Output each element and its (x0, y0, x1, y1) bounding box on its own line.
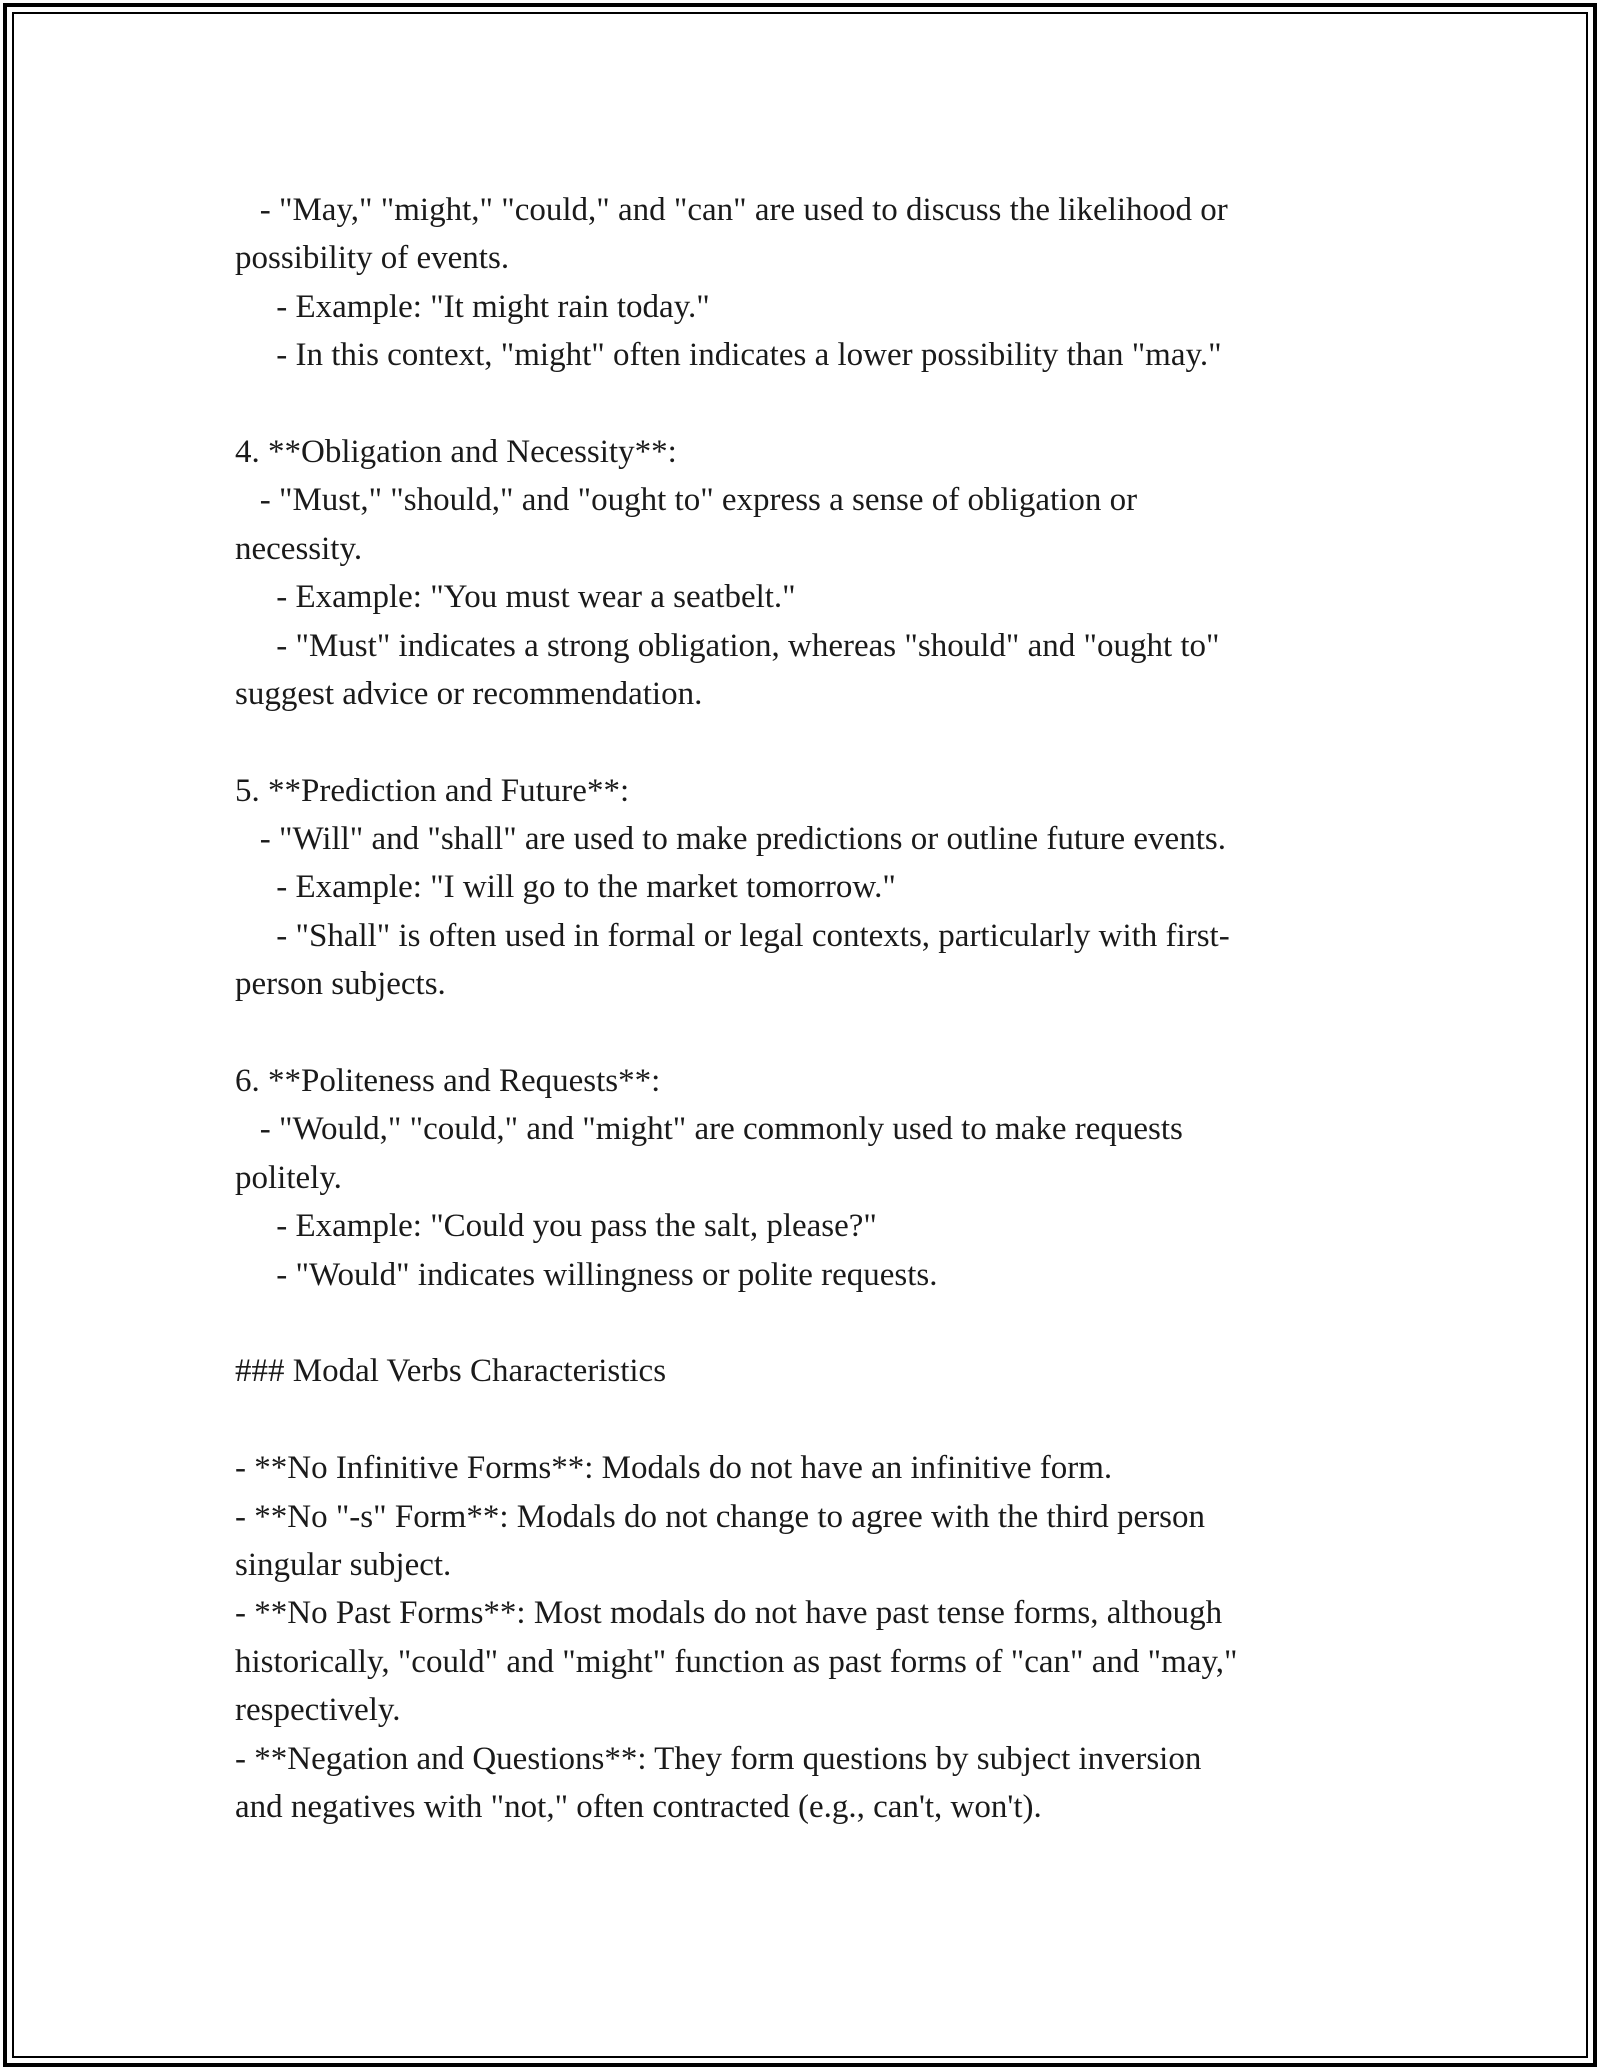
text-line: - "Will" and "shall" are used to make predictions or outline future events. (235, 821, 1226, 858)
blank-line (235, 1396, 1365, 1444)
text-line: - "Shall" is often used in formal or legal contexts, particularly with first- (235, 917, 1230, 954)
text-line: - Example: "I will go to the market tomorrow." (235, 869, 896, 906)
text-line: - **No Infinitive Forms**: Modals do not have an infinitive form. (235, 1450, 1113, 1487)
section-heading: 6. **Politeness and Requests**: (235, 1063, 661, 1100)
text-line: - "Must," "should," and "ought to" express a sense of obligation or (235, 482, 1138, 519)
text-line: - "Must" indicates a strong obligation, whereas "should" and "ought to" (235, 627, 1220, 664)
text-line: necessity. (235, 530, 363, 567)
section-heading: 5. **Prediction and Future**: (235, 772, 630, 809)
text-line: person subjects. (235, 966, 446, 1003)
text-line: suggest advice or recommendation. (235, 675, 703, 712)
text-line: - **No "-s" Form**: Modals do not change to agree with the third person (235, 1498, 1206, 1535)
section-heading: ### Modal Verbs Characteristics (235, 1353, 667, 1390)
text-line: - **Negation and Questions**: They form questions by subject inversion (235, 1740, 1202, 1777)
text-line: respectively. (235, 1692, 401, 1729)
text-line: - "Would," "could," and "might" are commonly used to make requests (235, 1111, 1183, 1148)
blank-line (235, 718, 1365, 766)
text-line: - "Would" indicates willingness or polite requests. (235, 1256, 938, 1293)
blank-line (235, 1009, 1365, 1057)
text-line: politely. (235, 1159, 342, 1196)
text-line: - Example: "You must wear a seatbelt." (235, 579, 796, 616)
text-line: - **No Past Forms**: Most modals do not have past tense forms, although (235, 1595, 1223, 1632)
text-line: and negatives with "not," often contracted (e.g., can't, won't). (235, 1788, 1042, 1825)
text-line: historically, "could" and "might" function as past forms of "can" and "may," (235, 1643, 1238, 1680)
blank-line (235, 380, 1365, 428)
text-line: - Example: "It might rain today." (235, 288, 710, 325)
section-heading: 4. **Obligation and Necessity**: (235, 433, 677, 470)
blank-line (235, 1299, 1365, 1347)
text-line: - "May," "might," "could," and "can" are used to discuss the likelihood or (235, 192, 1228, 228)
text-line: - In this context, "might" often indicates a lower possibility than "may." (235, 337, 1222, 374)
document-body (235, 186, 1365, 1831)
text-line: possibility of events. (235, 240, 510, 277)
text-line: singular subject. (235, 1546, 452, 1583)
text-line: - Example: "Could you pass the salt, please?" (235, 1208, 877, 1245)
